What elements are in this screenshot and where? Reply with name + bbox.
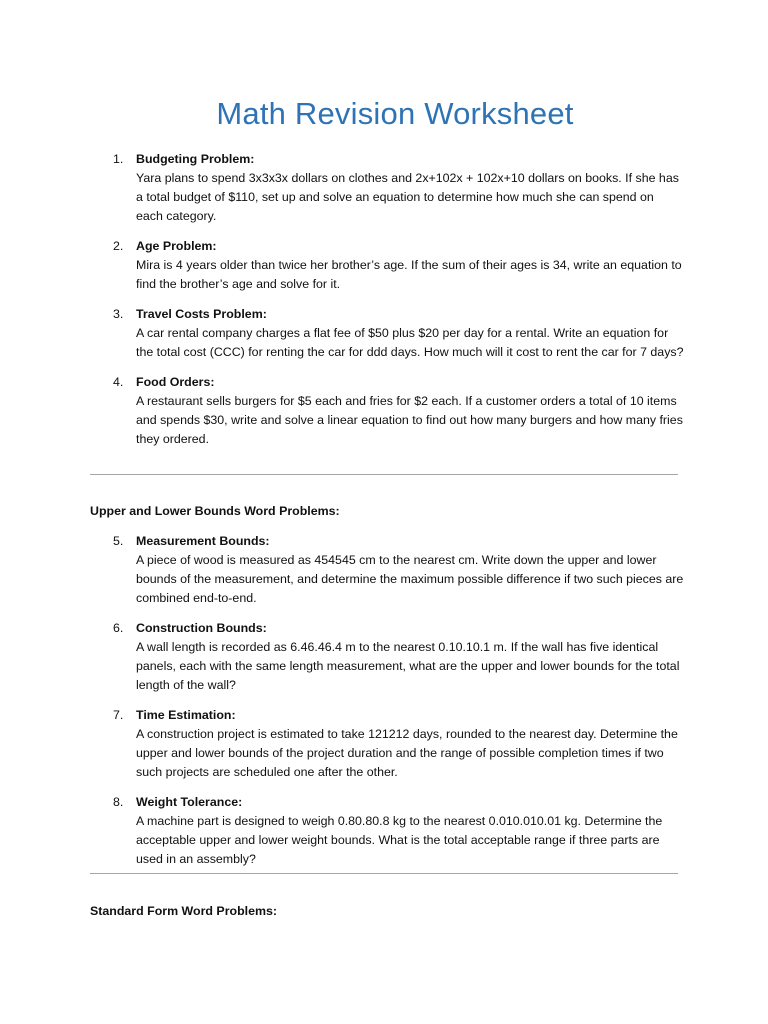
list-item	[0, 305, 768, 362]
item-body: A restaurant sells burgers for $5 each and fries for $2 each. If a customer orders a total of 10 items and spends $30, write and solve a linear equation to find out how many burgers and how many fries they ordered.	[136, 394, 683, 446]
item-heading: Budgeting Problem:	[136, 152, 255, 166]
item-number: 3.	[113, 307, 124, 321]
item-number: 8.	[113, 795, 124, 809]
item-body: A construction project is estimated to take 121212 days, rounded to the nearest day. Determine the upper and lower bounds of the project duration and the range of possible completion times if two such projects are scheduled one after the other.	[136, 727, 678, 779]
list-item	[0, 532, 768, 608]
item-body: A piece of wood is measured as 454545 cm to the nearest cm. Write down the upper and lower bounds of the measurement, and determine the maximum possible difference if two such pieces are combined end-to-end.	[136, 553, 684, 605]
item-number: 7.	[113, 708, 124, 722]
item-heading: Travel Costs Problem:	[136, 307, 267, 321]
item-body: A car rental company charges a flat fee of $50 plus $20 per day for a rental. Write an equation for the total cost (CCC) for renting the car for ddd days. How much will it cost to rent the car for 7 days?	[136, 326, 684, 359]
item-number: 5.	[113, 534, 124, 548]
section-heading-bounds: Upper and Lower Bounds Word Problems:	[90, 504, 340, 518]
item-body: A wall length is recorded as 6.46.46.4 m to the nearest 0.10.10.1 m. If the wall has five identical panels, each with the same length measurement, what are the upper and lower bounds for the total length of the wall?	[136, 640, 680, 692]
section-divider	[90, 474, 678, 475]
list-item	[0, 237, 768, 294]
item-number: 1.	[113, 152, 124, 166]
list-item	[0, 619, 768, 695]
problem-list-part1	[0, 150, 768, 460]
item-heading: Time Estimation:	[136, 708, 236, 722]
page-title: Math Revision Worksheet	[216, 96, 574, 131]
item-heading: Construction Bounds:	[136, 621, 267, 635]
item-heading: Measurement Bounds:	[136, 534, 270, 548]
item-body: A machine part is designed to weigh 0.80.80.8 kg to the nearest 0.010.010.01 kg. Determine the acceptable upper and lower weight bounds. What is the total acceptable range if three parts are used in an assembly?	[136, 814, 663, 866]
item-heading: Food Orders:	[136, 375, 215, 389]
problem-list-part2	[0, 532, 768, 880]
list-item	[0, 373, 768, 449]
item-number: 4.	[113, 375, 124, 389]
item-heading: Age Problem:	[136, 239, 217, 253]
section-divider	[90, 873, 678, 874]
item-heading: Weight Tolerance:	[136, 795, 243, 809]
item-body: Mira is 4 years older than twice her brother’s age. If the sum of their ages is 34, write an equation to find the brother’s age and solve for it.	[136, 258, 682, 291]
item-number: 6.	[113, 621, 124, 635]
list-item	[0, 706, 768, 782]
list-item	[0, 793, 768, 869]
list-item	[0, 150, 768, 226]
section-heading-standard-form: Standard Form Word Problems:	[90, 904, 278, 918]
item-body: Yara plans to spend 3x3x3x dollars on clothes and 2x+102x + 102x+10 dollars on books. If she has a total budget of $110, set up and solve an equation to determine how much she can spend on each category.	[136, 171, 679, 223]
item-number: 2.	[113, 239, 124, 253]
